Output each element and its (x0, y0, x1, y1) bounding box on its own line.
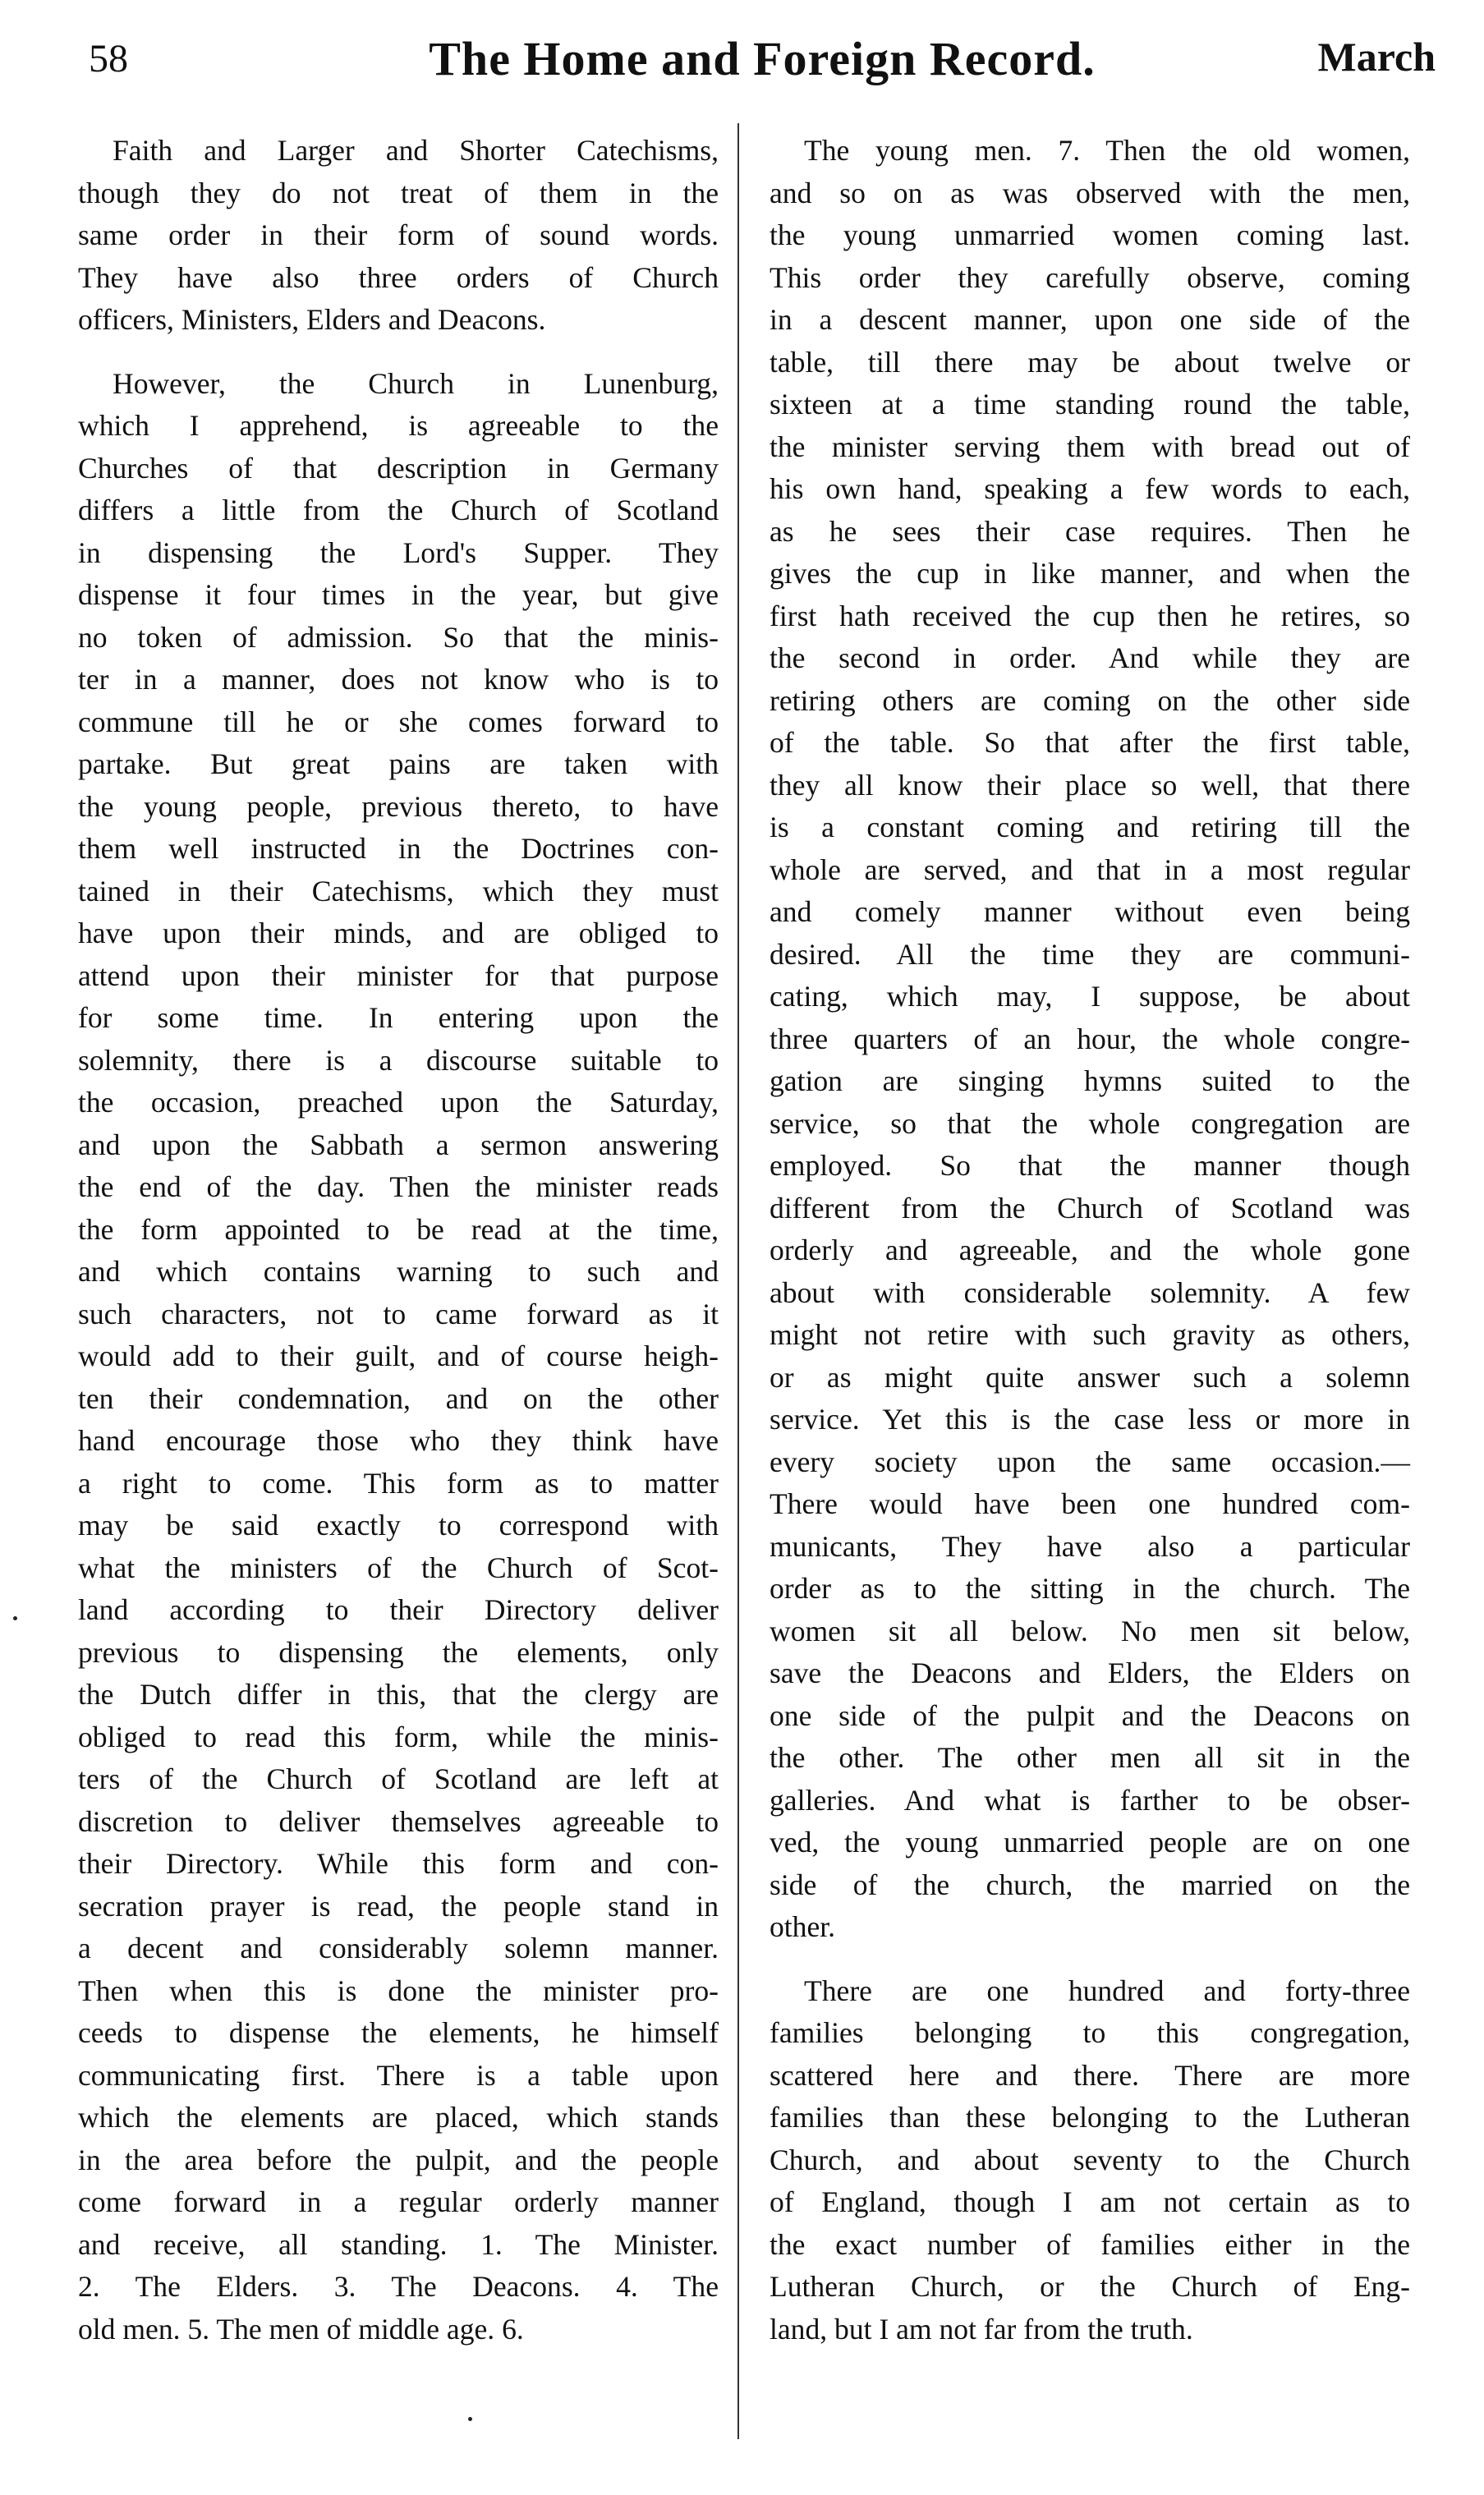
text-line: women sit all below. No men sit below, (770, 1614, 1410, 1647)
text-line: ceeds to dispense the elements, he himself (78, 2016, 719, 2049)
paragraph (78, 130, 719, 342)
text-line: ters of the Church of Scotland are left at (78, 1762, 719, 1795)
text-line: the exact number of families either in the (770, 2227, 1410, 2261)
text-line: dispense it four times in the year, but give (78, 578, 719, 611)
text-line: whole are served, and that in a most regular (770, 852, 1410, 886)
text-line: would add to their guilt, and of course heigh- (78, 1339, 719, 1372)
text-line: Churches of that description in Germany (78, 451, 719, 485)
text-line: Then when this is done the minister pro- (78, 1973, 719, 2007)
text-line: same order in their form of sound words. (78, 218, 719, 251)
text-line: differs a little from the Church of Scotland (78, 494, 719, 526)
text-line: in the area before the pulpit, and the people (78, 2143, 719, 2176)
text-line: ten their condemnation, and on the other (78, 1381, 719, 1415)
left-column (78, 130, 719, 2350)
text-line: the young people, previous thereto, to have (78, 789, 719, 823)
paragraph-gap (78, 342, 719, 363)
text-line: orderly and agreeable, and the whole gone (770, 1234, 1410, 1266)
text-line: retiring others are coming on the other side (770, 683, 1410, 717)
text-line: partake. But great pains are taken with (78, 747, 719, 780)
text-line: and comely manner without even being (770, 895, 1410, 928)
text-line: They have also three orders of Church (78, 260, 719, 294)
text-line: and receive, all standing. 1. The Minister. (78, 2227, 719, 2261)
text-line: and which contains warning to such and (78, 1255, 719, 1288)
text-line: obliged to read this form, while the minis- (78, 1720, 719, 1753)
running-head-month: March (1317, 34, 1436, 80)
text-line: table, till there may be about twelve or (770, 345, 1410, 379)
text-line: other. (770, 1910, 836, 1943)
text-line: ter in a manner, does not know who is to (78, 663, 719, 696)
text-line: every society upon the same occasion.— (770, 1445, 1410, 1478)
text-line: commune till he or she comes forward to (78, 705, 719, 738)
text-line: or as might quite answer such a solemn (770, 1360, 1410, 1394)
text-line: desired. All the time they are communi- (770, 937, 1410, 971)
text-line: the minister serving them with bread out of (770, 430, 1410, 463)
text-line: which the elements are placed, which stands (78, 2101, 719, 2134)
text-line: side of the church, the married on the (770, 1868, 1410, 1901)
text-line: families belonging to this congregation, (770, 2016, 1410, 2049)
text-line: The young men. 7. Then the old women, (804, 134, 1410, 167)
text-line: communicating first. There is a table upon (78, 2058, 719, 2092)
text-line: land according to their Directory deliver (78, 1593, 719, 1626)
text-line: gives the cup in like manner, and when the (770, 557, 1410, 590)
text-line: service. Yet this is the case less or more in (770, 1403, 1410, 1436)
text-line: old men. 5. The men of middle age. 6. (78, 2312, 524, 2346)
text-line: come forward in a regular orderly manner (78, 2185, 719, 2218)
text-line: order as to the sitting in the church. The (770, 1572, 1410, 1605)
text-line: the end of the day. Then the minister reads (78, 1170, 719, 1203)
text-line: the young unmarried women coming last. (770, 218, 1410, 251)
column-divider (737, 123, 739, 2439)
text-line: solemnity, there is a discourse suitable to (78, 1043, 719, 1077)
text-line: as he sees their case requires. Then he (770, 514, 1410, 548)
paragraph (770, 130, 1410, 1949)
text-line: Lutheran Church, or the Church of Eng- (770, 2270, 1410, 2303)
text-line: what the ministers of the Church of Scot- (78, 1551, 719, 1584)
text-line: have upon their minds, and are obliged to (78, 917, 719, 949)
paragraph (78, 363, 719, 2351)
text-line: about with considerable solemnity. A few (770, 1275, 1410, 1309)
text-line: may be said exactly to correspond with (78, 1509, 719, 1542)
text-line: discretion to deliver themselves agreeable to (78, 1804, 719, 1838)
text-line: the other. The other men all sit in the (770, 1741, 1410, 1774)
text-line: of England, though I am not certain as to (770, 2185, 1410, 2218)
text-line: and upon the Sabbath a sermon answering (78, 1128, 719, 1161)
text-line: first hath received the cup then he retires, so (770, 599, 1410, 632)
text-line: no token of admission. So that the minis- (78, 620, 719, 654)
text-line: and so on as was observed with the men, (770, 176, 1410, 209)
text-line: officers, Ministers, Elders and Deacons. (78, 303, 546, 336)
text-line: However, the Church in Lunenburg, (113, 366, 719, 400)
text-line: gation are singing hymns suited to the (770, 1064, 1410, 1097)
text-line: cating, which may, I suppose, be about (770, 980, 1410, 1013)
text-line: save the Deacons and Elders, the Elders on (770, 1656, 1410, 1689)
page-number: 58 (89, 37, 128, 80)
text-line: they all know their place so well, that there (770, 768, 1410, 802)
text-line: a right to come. This form as to matter (78, 1466, 719, 1500)
text-line: them well instructed in the Doctrines con- (78, 832, 719, 865)
paragraph (770, 1970, 1410, 2351)
stray-mark (468, 2417, 472, 2421)
text-line: hand encourage those who they think have (78, 1424, 719, 1457)
text-line: his own hand, speaking a few words to each, (770, 472, 1410, 505)
text-line: There are one hundred and forty-three (804, 1973, 1410, 2007)
text-line: which I apprehend, is agreeable to the (78, 409, 719, 442)
text-line: employed. So that the manner though (770, 1149, 1410, 1182)
text-line: service, so that the whole congregation are (770, 1106, 1410, 1140)
text-line: ved, the young unmarried people are on one (770, 1826, 1410, 1859)
text-line: one side of the pulpit and the Deacons on (770, 1698, 1410, 1732)
text-line: scattered here and there. There are more (770, 2058, 1410, 2092)
stray-mark (13, 1616, 17, 1620)
text-line: the second in order. And while they are (770, 641, 1410, 674)
text-line: such characters, not to came forward as it (78, 1297, 719, 1330)
text-line: municants, They have also a particular (770, 1529, 1410, 1563)
text-line: previous to dispensing the elements, only (78, 1635, 719, 1669)
text-line: their Directory. While this form and con- (78, 1847, 719, 1880)
paragraph-gap (770, 1949, 1410, 1970)
text-line: is a constant coming and retiring till the (770, 811, 1410, 843)
text-line: secration prayer is read, the people stand in (78, 1889, 719, 1923)
right-column (770, 130, 1410, 2350)
page-header (89, 32, 1436, 110)
text-line: Church, and about seventy to the Church (770, 2143, 1410, 2176)
text-line: This order they carefully observe, coming (770, 260, 1410, 294)
text-line: though they do not treat of them in the (78, 176, 719, 209)
text-line: 2. The Elders. 3. The Deacons. 4. The (78, 2270, 719, 2303)
text-line: attend upon their minister for that purpose (78, 958, 719, 992)
text-line: There would have been one hundred com- (770, 1487, 1410, 1520)
text-line: land, but I am not far from the truth. (770, 2312, 1193, 2346)
journal-title: The Home and Foreign Record. (429, 32, 1096, 85)
text-line: the Dutch differ in this, that the clergy are (78, 1678, 719, 1711)
text-line: a decent and considerably solemn manner. (78, 1932, 719, 1964)
text-line: tained in their Catechisms, which they must (78, 874, 719, 907)
text-line: families than these belonging to the Lutheran (770, 2101, 1410, 2134)
text-line: the occasion, preached upon the Saturday, (78, 1086, 719, 1119)
text-line: Faith and Larger and Shorter Catechisms, (113, 134, 719, 167)
text-line: in a descent manner, upon one side of the (770, 303, 1410, 336)
text-line: sixteen at a time standing round the table, (770, 388, 1410, 420)
text-line: galleries. And what is farther to be obser- (770, 1783, 1410, 1817)
text-line: in dispensing the Lord's Supper. They (78, 535, 719, 569)
text-line: of the table. So that after the first table, (770, 726, 1410, 759)
text-line: the form appointed to be read at the time, (78, 1212, 719, 1246)
text-line: for some time. In entering upon the (78, 1001, 719, 1034)
text-line: three quarters of an hour, the whole congre- (770, 1022, 1410, 1055)
text-line: might not retire with such gravity as others, (770, 1318, 1410, 1351)
text-line: different from the Church of Scotland was (770, 1191, 1410, 1225)
